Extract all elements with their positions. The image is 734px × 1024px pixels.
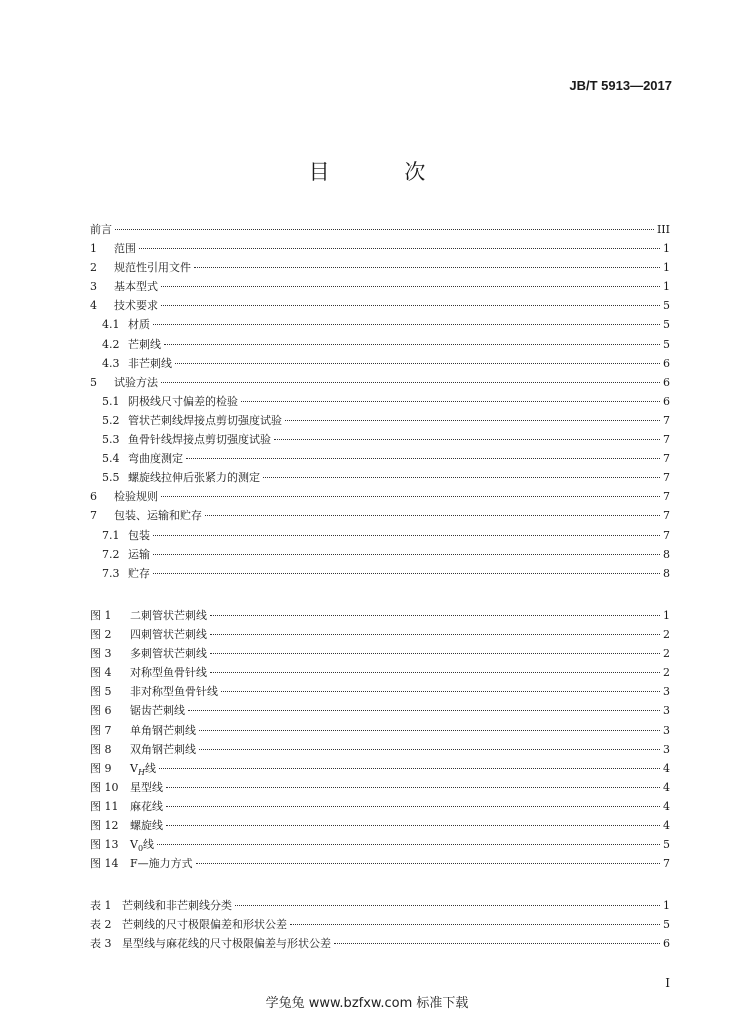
toc-entry-label: 规范性引用文件 [114, 261, 191, 275]
leader-dots [188, 710, 660, 711]
table-entry[interactable] [90, 915, 670, 934]
figure-entry-label: 四刺管状芒刺线 [130, 628, 207, 642]
toc-entry-label: 贮存 [128, 566, 150, 580]
table-entry[interactable] [90, 934, 670, 953]
leader-dots [194, 267, 660, 268]
leader-dots [139, 248, 660, 249]
figure-entry-number: 图 11 [90, 799, 119, 813]
figure-entry-page: 7 [663, 857, 670, 871]
toc-list [90, 220, 670, 583]
leader-dots [221, 691, 660, 692]
toc-entry-label: 前言 [90, 223, 112, 236]
toc-entry-page: 7 [663, 433, 670, 447]
toc-entry-number: 4.1 [102, 318, 120, 332]
leader-dots [157, 844, 660, 845]
toc-entry-number: 7.1 [102, 528, 120, 542]
leader-dots [166, 825, 660, 826]
toc-entry[interactable] [90, 335, 670, 354]
figure-entry-page: 2 [663, 628, 670, 642]
toc-entry-number: 4.2 [102, 337, 120, 351]
leader-dots [263, 477, 660, 478]
toc-entry-label: 基本型式 [114, 280, 158, 294]
toc-entry[interactable] [90, 526, 670, 545]
table-entry-page: 1 [663, 899, 670, 912]
toc-entry[interactable] [90, 239, 670, 258]
toc-entry-number: 5.5 [102, 471, 120, 485]
toc-entry-label: 管状芒刺线焊接点剪切强度试验 [128, 413, 282, 427]
figure-entry-number: 图 3 [90, 647, 112, 661]
toc-entry-label: 阴极线尺寸偏差的检验 [128, 394, 238, 408]
table-entry-label: 芒刺线和非芒刺线分类 [122, 899, 232, 912]
figure-entry-label: 非对称型鱼骨针线 [130, 685, 218, 699]
toc-entry[interactable] [90, 564, 670, 583]
toc-entry-label: 螺旋线拉伸后张紧力的测定 [128, 471, 260, 485]
figure-entry[interactable] [90, 625, 670, 644]
leader-dots [115, 229, 654, 230]
figure-entry-number: 图 1 [90, 609, 112, 622]
toc-entry-page: 7 [663, 509, 670, 523]
figure-entry[interactable] [90, 854, 670, 873]
toc-entry-number: 2 [90, 261, 97, 275]
toc-entry-page: 7 [663, 452, 670, 466]
toc-entry-page: 6 [663, 375, 670, 389]
leader-dots [166, 787, 660, 788]
figure-entry-label: F—施力方式 [130, 857, 193, 871]
figure-entry-label: 锯齿芒刺线 [130, 704, 185, 718]
toc-entry[interactable] [90, 296, 670, 315]
figure-entry-page: 5 [663, 838, 670, 852]
toc-entry-label: 试验方法 [114, 375, 158, 389]
figure-entry-page: 3 [663, 723, 670, 737]
leader-dots [196, 863, 660, 864]
leader-dots [210, 672, 660, 673]
figure-entry-label: $V_0$线 [130, 838, 155, 854]
toc-entry-number: 5.4 [102, 452, 120, 466]
toc-entry[interactable] [90, 449, 670, 468]
toc-entry-number: 1 [90, 242, 97, 256]
figure-entry-number: 图 7 [90, 723, 112, 737]
table-entry-number: 表 2 [90, 918, 112, 932]
figure-entry[interactable] [90, 778, 670, 797]
figure-entry-page: 2 [663, 647, 670, 661]
toc-entry-number: 5.3 [102, 433, 120, 447]
figure-entry[interactable] [90, 740, 670, 759]
figure-entry-label: 星型线 [130, 780, 163, 794]
figure-entry-page: 3 [663, 685, 670, 699]
leader-dots [199, 749, 660, 750]
leader-dots [153, 535, 660, 536]
table-entry-page: 6 [663, 937, 670, 951]
figure-entry-page: 4 [663, 819, 670, 833]
figure-entry-label: 多刺管状芒刺线 [130, 647, 207, 661]
figure-entry-label-subscript: H [137, 767, 145, 777]
leader-dots [161, 286, 660, 287]
figure-entry-number: 图 6 [90, 704, 112, 718]
figure-entry-label: 单角钢芒刺线 [130, 723, 196, 737]
figure-entry[interactable] [90, 759, 670, 778]
figure-entry-label: 对称型鱼骨针线 [130, 666, 207, 680]
table-entry-number: 表 3 [90, 937, 112, 951]
figure-entry-number: 图 5 [90, 685, 112, 699]
toc-entry-number: 7.2 [102, 547, 120, 561]
toc-entry-page: 1 [663, 261, 670, 275]
figure-entry-page: 3 [663, 742, 670, 756]
leader-dots [161, 496, 660, 497]
toc-entry[interactable] [90, 277, 670, 296]
leader-dots [153, 324, 660, 325]
figure-entry-label-subscript: 0 [137, 844, 144, 854]
toc-entry-label: 技术要求 [114, 299, 158, 313]
toc-entry-label: 鱼骨针线焊接点剪切强度试验 [128, 433, 271, 447]
toc-entry-page: 7 [663, 528, 670, 542]
figure-entry-number: 图 14 [90, 857, 119, 871]
figure-entry-number: 图 4 [90, 666, 112, 680]
toc-entry-page: 8 [663, 547, 670, 561]
toc-entry-page: 5 [663, 299, 670, 313]
toc-entry[interactable] [90, 258, 670, 277]
figure-list [90, 606, 670, 873]
figure-entry-label: 螺旋线 [130, 819, 163, 833]
leader-dots [186, 458, 660, 459]
figure-entry-number: 图 8 [90, 742, 112, 756]
toc-entry-label: 包装、运输和贮存 [114, 509, 202, 523]
leader-dots [235, 905, 660, 906]
toc-entry-label: 材质 [128, 318, 150, 332]
leader-dots [166, 806, 660, 807]
figure-entry[interactable] [90, 721, 670, 740]
leader-dots [205, 515, 660, 516]
figure-entry[interactable] [90, 663, 670, 682]
toc-entry-page: 1 [663, 242, 670, 256]
watermark-text: 学兔兔 www.bzfxw.com 标准下载 [265, 996, 469, 1011]
leader-dots [153, 573, 660, 574]
figure-entry-number: 图 13 [90, 838, 119, 852]
toc-entry-page: 7 [663, 413, 670, 427]
toc-entry-number: 4 [90, 299, 97, 313]
toc-entry[interactable] [90, 468, 670, 487]
toc-entry[interactable] [90, 430, 670, 449]
leader-dots [161, 305, 660, 306]
toc-entry-page: 5 [663, 318, 670, 332]
toc-entry-label: 非芒刺线 [128, 356, 172, 370]
figure-entry-page: 4 [663, 799, 670, 813]
toc-entry[interactable] [90, 392, 670, 411]
toc-entry-number: 5.2 [102, 413, 120, 427]
leader-dots [274, 439, 660, 440]
toc-entry-page: 5 [663, 337, 670, 351]
leader-dots [175, 363, 660, 364]
leader-dots [241, 401, 660, 402]
toc-entry-label: 包装 [128, 528, 150, 542]
toc-entry-page: 6 [663, 394, 670, 408]
toc-entry[interactable] [90, 411, 670, 430]
toc-entry[interactable] [90, 506, 670, 525]
leader-dots [210, 653, 660, 654]
toc-entry-page: 7 [663, 490, 670, 504]
leader-dots [285, 420, 660, 421]
table-entry[interactable] [90, 896, 670, 915]
figure-entry-number: 图 10 [90, 780, 119, 794]
toc-entry-number: 5 [90, 375, 97, 389]
toc-entry[interactable] [90, 220, 670, 239]
figure-entry-label: 双角钢芒刺线 [130, 742, 196, 756]
leader-dots [153, 554, 660, 555]
figure-entry-label: 麻花线 [130, 799, 163, 813]
toc-entry-page: 7 [663, 471, 670, 485]
table-entry-label: 芒刺线的尺寸极限偏差和形状公差 [122, 918, 287, 932]
toc-entry-page: 8 [663, 566, 670, 580]
leader-dots [290, 924, 660, 925]
toc-entry-label: 弯曲度测定 [128, 452, 183, 466]
table-entry-page: 5 [663, 918, 670, 932]
figure-entry-number: 图 9 [90, 761, 112, 775]
toc-entry-page: 1 [663, 280, 670, 294]
leader-dots [210, 615, 660, 616]
toc-entry-number: 7.3 [102, 566, 120, 580]
table-list [90, 896, 670, 953]
toc-entry[interactable] [90, 354, 670, 373]
toc-entry-number: 6 [90, 490, 97, 504]
footer-page-number: I [665, 976, 670, 990]
figure-entry-page: 4 [663, 780, 670, 794]
figure-entry[interactable] [90, 816, 670, 835]
leader-dots [159, 768, 660, 769]
standard-code: JB/T 5913—2017 [569, 78, 672, 93]
table-entry-number: 表 1 [90, 899, 112, 912]
figure-entry-page: 4 [663, 761, 670, 775]
figure-entry[interactable] [90, 606, 670, 625]
toc-entry-number: 4.3 [102, 356, 120, 370]
toc-entry[interactable] [90, 373, 670, 392]
toc-entry-label: 范围 [114, 242, 136, 256]
page-title: 目 次 [308, 160, 460, 184]
toc-entry-number: 5.1 [102, 394, 120, 408]
figure-entry[interactable] [90, 797, 670, 816]
figure-entry[interactable] [90, 835, 670, 854]
toc-entry-label: 芒刺线 [128, 337, 161, 351]
toc-entry[interactable] [90, 315, 670, 334]
figure-entry-page: 3 [663, 704, 670, 718]
table-entry-label: 星型线与麻花线的尺寸极限偏差与形状公差 [122, 937, 331, 951]
toc-entry-page: III [656, 223, 670, 236]
toc-entry[interactable] [90, 487, 670, 506]
toc-entry-page: 6 [663, 356, 670, 370]
leader-dots [161, 382, 660, 383]
leader-dots [210, 634, 660, 635]
leader-dots [334, 943, 660, 944]
toc-entry-label: 检验规则 [114, 490, 158, 504]
figure-entry-label: $V_H$线 [130, 761, 156, 777]
figure-entry-number: 图 12 [90, 819, 119, 833]
figure-entry-page: 2 [663, 666, 670, 680]
figure-entry[interactable] [90, 682, 670, 701]
figure-entry[interactable] [90, 701, 670, 720]
figure-entry-label: 二刺管状芒刺线 [130, 609, 207, 622]
figure-entry-page: 1 [663, 609, 670, 622]
toc-entry[interactable] [90, 545, 670, 564]
leader-dots [164, 344, 660, 345]
figure-entry-number: 图 2 [90, 628, 112, 642]
leader-dots [199, 730, 660, 731]
toc-entry-number: 7 [90, 509, 97, 523]
toc-entry-label: 运输 [128, 547, 150, 561]
toc-entry-number: 3 [90, 280, 97, 294]
figure-entry[interactable] [90, 644, 670, 663]
